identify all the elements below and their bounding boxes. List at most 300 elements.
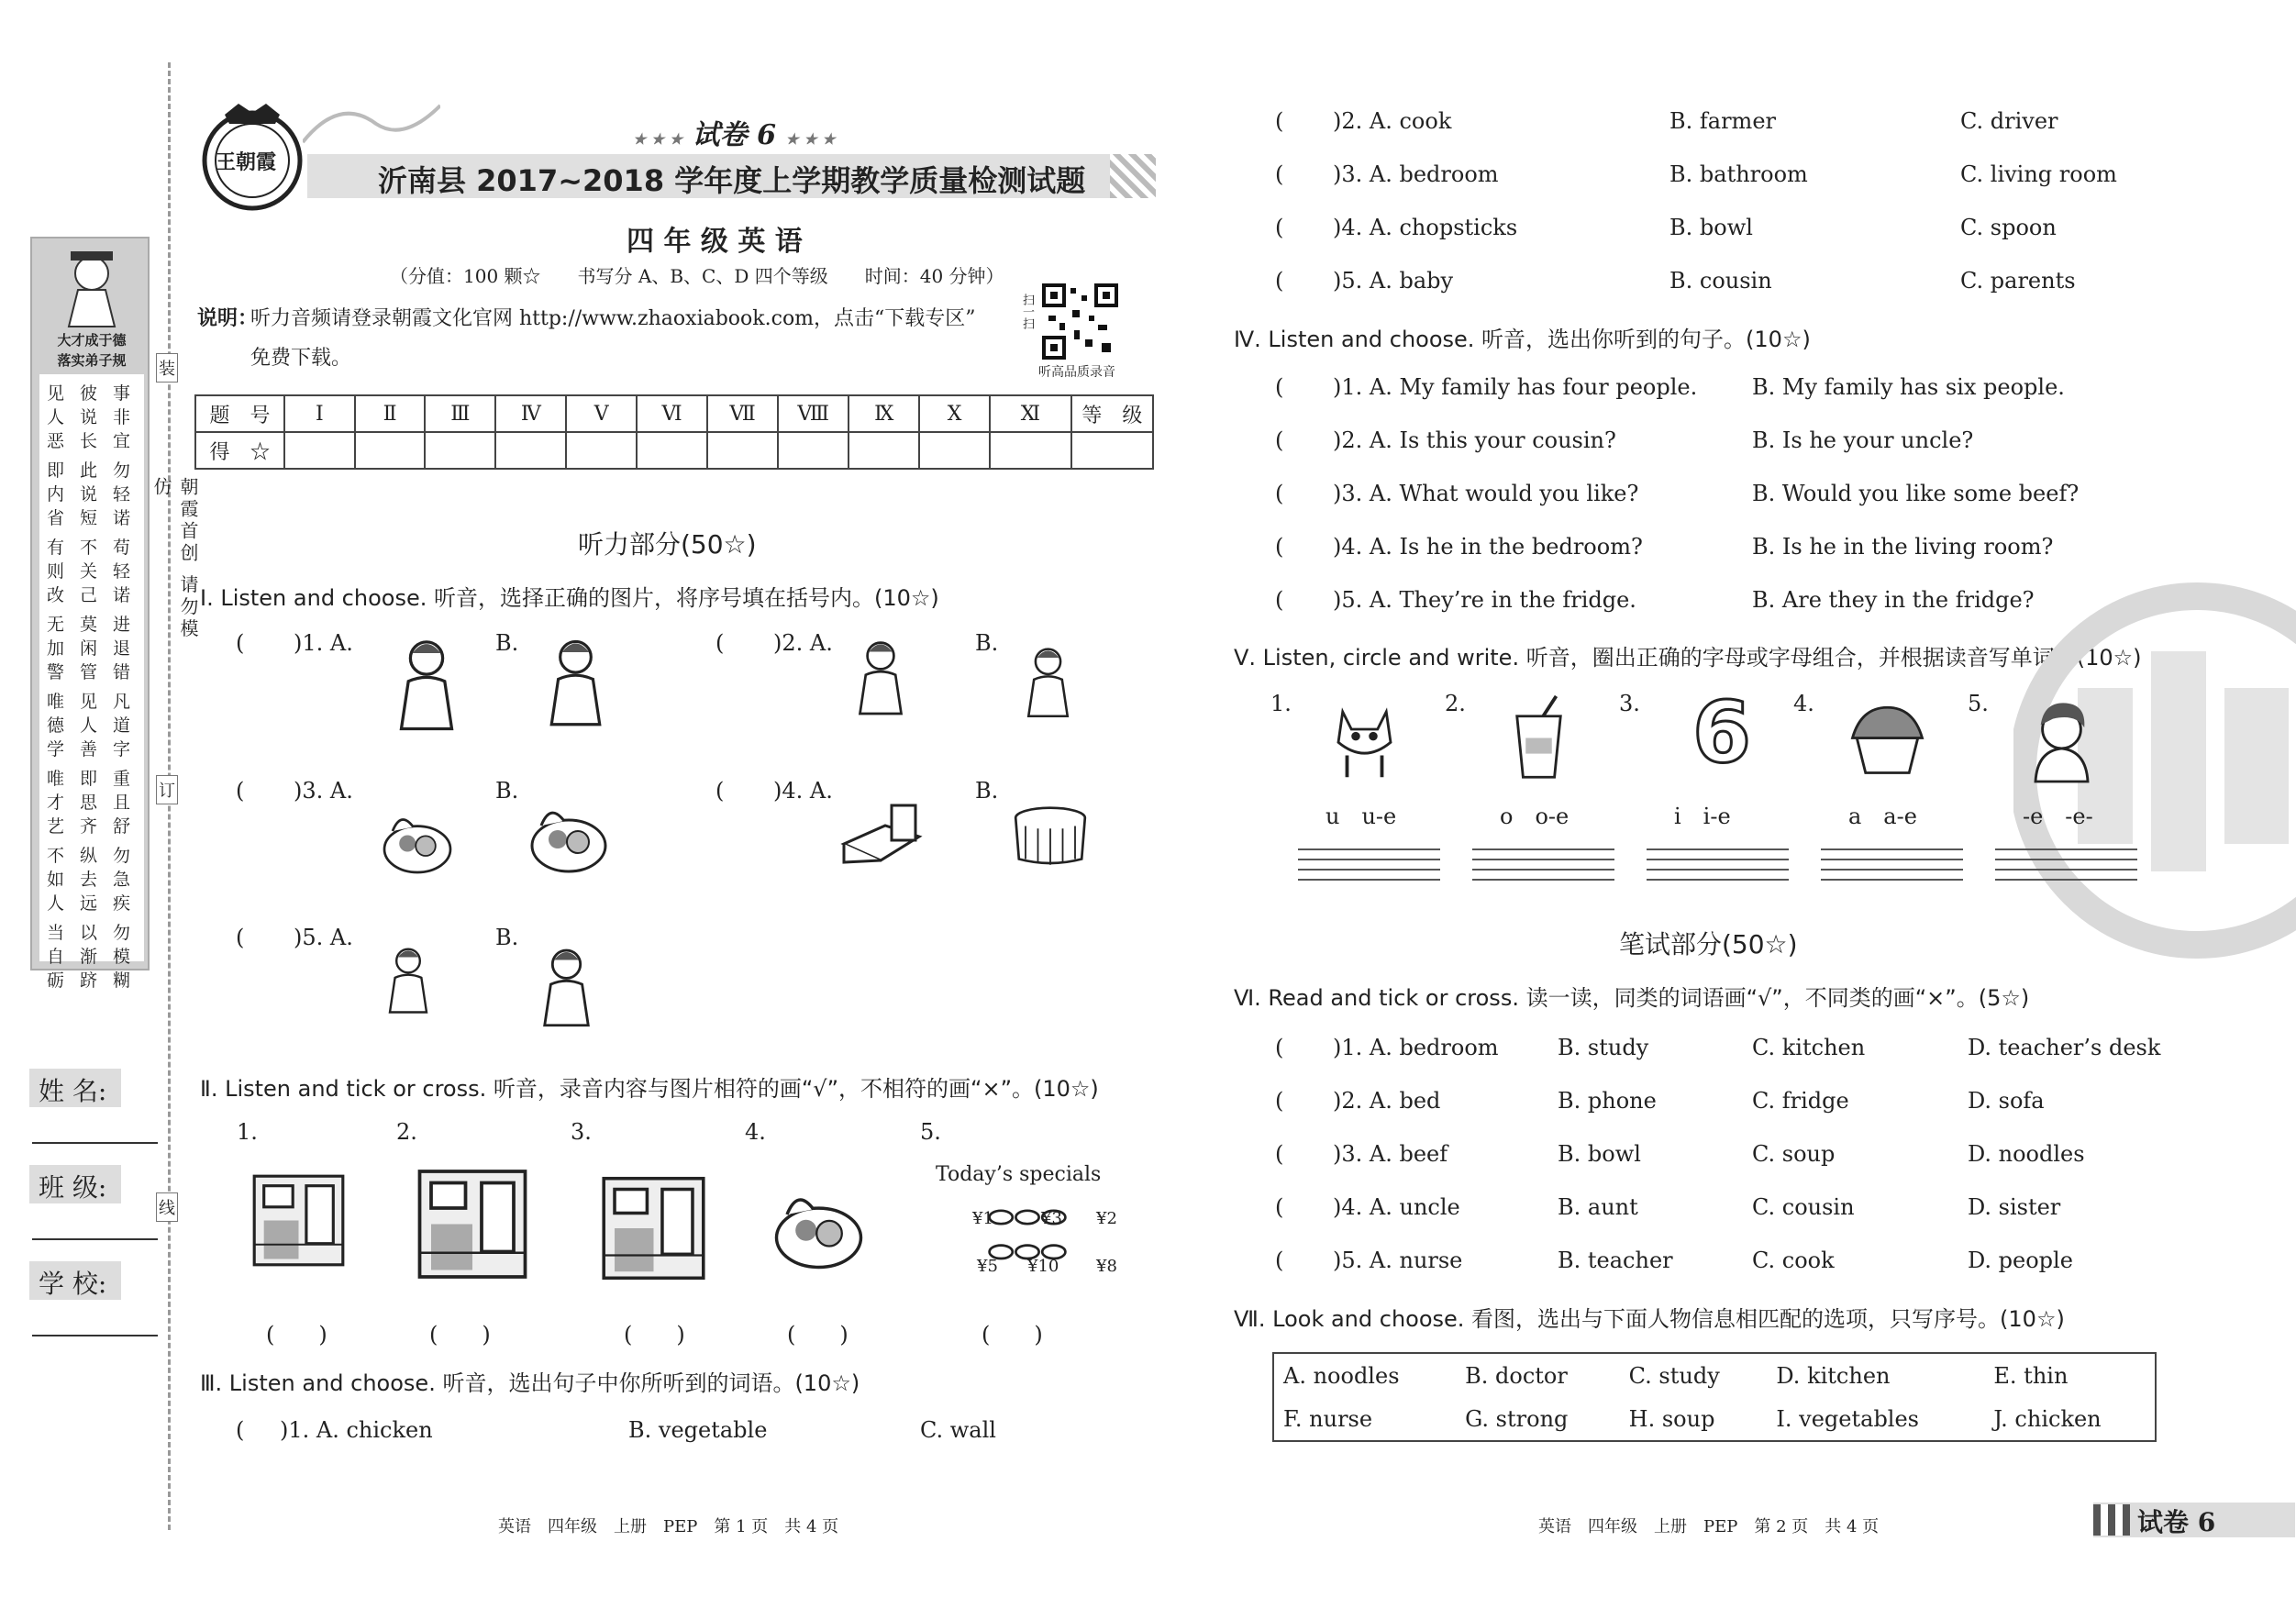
- s1-answer-paren[interactable]: (: [236, 630, 245, 656]
- writing-line: [1647, 859, 1789, 869]
- score-header-cell: Ⅷ: [778, 395, 849, 432]
- score-header-cell: Ⅳ: [495, 395, 566, 432]
- nurse-picture: [1009, 624, 1087, 738]
- score-header-cell: Ⅴ: [566, 395, 637, 432]
- s3-option-c: C. driver: [1960, 108, 2058, 134]
- motto-char: 警: [47, 662, 65, 682]
- s7-word-row: [1273, 1397, 2156, 1441]
- s6-option-d: D. teacher’s desk: [1968, 1035, 2161, 1060]
- cat-picture: [1321, 690, 1408, 786]
- section-6-title: Ⅵ. Read and tick or cross. 读一读，同类的词语画“√”，不同类的画“×”。(5☆): [1234, 985, 2030, 1011]
- motto-char: 长: [80, 431, 98, 451]
- s5-phonics-options[interactable]: o o-e: [1500, 804, 1569, 829]
- writing-line: [1472, 848, 1614, 859]
- s6-answer-paren[interactable]: (: [1275, 1194, 1284, 1220]
- motto-char: 且: [113, 793, 131, 813]
- s5-phonics-options[interactable]: u u-e: [1325, 804, 1397, 829]
- s7-word-cell: E. thin: [1993, 1362, 2069, 1389]
- score-header-cell: Ⅹ: [919, 395, 990, 432]
- s4-answer-paren[interactable]: (: [1275, 481, 1284, 506]
- motto-char: 宜: [113, 431, 131, 451]
- s2-price-label: ¥10: [1027, 1257, 1059, 1276]
- writing-line: [1472, 859, 1614, 869]
- motto-char: 人: [47, 407, 65, 427]
- writing-line: [1821, 879, 1963, 889]
- scholar-figure-icon: [50, 246, 133, 328]
- s6-option-a: )2. A. bed: [1333, 1088, 1441, 1114]
- s2-item-number: 5.: [920, 1119, 941, 1145]
- motto-char: 无: [47, 615, 65, 635]
- children-reading-picture: [596, 1174, 711, 1282]
- score-header-row: [195, 395, 1153, 432]
- writing-line: [1995, 879, 2137, 889]
- motto-char: 闲: [80, 638, 98, 659]
- kitchen-picture: [237, 1172, 360, 1269]
- s2-item-number: 4.: [745, 1119, 766, 1145]
- motto-char: 急: [113, 870, 131, 890]
- score-cell[interactable]: [637, 432, 707, 469]
- s1-answer-paren[interactable]: (: [236, 778, 245, 804]
- motto-char: 以: [80, 923, 98, 943]
- sidebar-motto-panel: [30, 237, 150, 991]
- s2-item-number: 3.: [571, 1119, 592, 1145]
- note-text-2: 免费下载。: [250, 347, 352, 370]
- writing-line: [1647, 869, 1789, 879]
- s4-option-a: )1. A. My family has four people.: [1333, 374, 1698, 400]
- s3-option-b: B. farmer: [1669, 108, 1776, 134]
- s1-item-label: )3. A.: [294, 778, 353, 804]
- s3-option-b: B. bowl: [1669, 215, 1753, 240]
- motto-char: 不: [80, 538, 98, 558]
- motto-char: 省: [47, 508, 65, 528]
- scan-label: 扫一扫: [1020, 294, 1034, 329]
- score-cell[interactable]: [778, 432, 849, 469]
- s1-option-b-label: B.: [495, 778, 519, 804]
- binding-seal-1: 装: [156, 353, 178, 383]
- motto-char: 进: [113, 615, 131, 635]
- writing-line: [1821, 848, 1963, 859]
- motto-char: 苟: [113, 538, 131, 558]
- s2-answer-paren[interactable]: ( ): [787, 1322, 849, 1347]
- school-field[interactable]: [32, 1335, 158, 1336]
- doctor-picture: [839, 624, 922, 729]
- class-field[interactable]: [32, 1238, 158, 1240]
- fruit-bowl-picture: [523, 789, 615, 881]
- motto-char: 事: [113, 383, 131, 404]
- s2-item-number: 1.: [237, 1119, 258, 1145]
- writing-line: [1298, 869, 1440, 879]
- qr-code[interactable]: [1041, 283, 1119, 360]
- cooking-hands-picture: [761, 1172, 876, 1278]
- s6-answer-paren[interactable]: (: [1275, 1141, 1284, 1167]
- s7-word-cell: F. nurse: [1283, 1405, 1373, 1432]
- s3-option-a: )2. A. cook: [1333, 108, 1452, 134]
- ribbon-decoration: [303, 96, 440, 151]
- writing-line: [1821, 869, 1963, 879]
- s1-item-label: )4. A.: [773, 778, 833, 804]
- motto-char: 不: [47, 846, 65, 866]
- motto-char: 字: [113, 739, 131, 760]
- footer-tag: 试卷 6: [2137, 1507, 2216, 1537]
- motto-char: 善: [80, 739, 98, 760]
- s2-answer-paren[interactable]: ( ): [982, 1322, 1043, 1347]
- note-text: 听力音频请登录朝霞文化官网 http://www.zhaoxiabook.com，点击“下载专区”: [250, 307, 976, 330]
- s5-writing-lines[interactable]: [1647, 848, 1789, 889]
- s2-answer-paren[interactable]: ( ): [266, 1322, 327, 1347]
- binding-seal-2: 订: [156, 775, 178, 804]
- score-header-cell: Ⅶ: [707, 395, 778, 432]
- section-1-title: Ⅰ. Listen and choose. 听音，选择正确的图片，将序号填在括号内。(10☆): [200, 585, 939, 611]
- s6-option-a: )5. A. nurse: [1333, 1248, 1463, 1273]
- motto-char: 则: [47, 561, 65, 582]
- s4-answer-paren[interactable]: (: [1275, 374, 1284, 400]
- listening-section-title: 听力部分(50☆): [578, 529, 757, 560]
- s3-option-b: B. bathroom: [1669, 161, 1808, 187]
- s6-option-a: )3. A. beef: [1333, 1141, 1448, 1167]
- s6-option-b: B. phone: [1558, 1088, 1657, 1114]
- motto-char: 关: [80, 561, 98, 582]
- table-picture: [1009, 780, 1092, 881]
- s7-word-row: [1273, 1353, 2156, 1397]
- motto-line-2: 落实弟子规: [57, 352, 127, 369]
- kitchen-fridge-picture: [413, 1167, 532, 1281]
- s6-option-c: C. soup: [1752, 1141, 1836, 1167]
- s3-q1-option-b: B. vegetable: [628, 1417, 768, 1443]
- score-cell[interactable]: [990, 432, 1071, 469]
- s7-word-table: [1272, 1352, 2157, 1442]
- s3-q1-option-a: )1. A. chicken: [280, 1417, 433, 1443]
- score-header-cell: 题 号: [195, 395, 284, 432]
- drink-cup-picture: [1495, 690, 1582, 786]
- motto-char: 重: [113, 769, 131, 789]
- motto-char: 此: [80, 460, 98, 481]
- motto-char: 道: [113, 715, 131, 736]
- s1-option-b-label: B.: [975, 630, 999, 656]
- s4-option-a: )4. A. Is he in the bedroom?: [1333, 534, 1643, 560]
- s3-option-b: B. cousin: [1669, 268, 1772, 294]
- binding-seal-3: 线: [156, 1192, 178, 1222]
- motto-char: 非: [113, 407, 131, 427]
- s1-option-b-label: B.: [495, 630, 519, 656]
- motto-char: 彼: [80, 383, 98, 404]
- motto-char: 舒: [113, 816, 131, 837]
- exam-title: 沂南县 2017~2018 学年度上学期教学质量检测试题: [378, 163, 1086, 198]
- motto-char: 学: [47, 739, 65, 760]
- vertical-note: 朝霞首创 请勿模仿: [150, 477, 199, 641]
- s1-item-label: )2. A.: [773, 630, 833, 656]
- score-header-cell: 等 级: [1071, 395, 1153, 432]
- writing-line: [1995, 848, 2137, 859]
- s7-word-cell: B. doctor: [1465, 1362, 1568, 1389]
- s2-answer-paren[interactable]: ( ): [624, 1322, 685, 1347]
- s5-item-number: 5.: [1968, 691, 1989, 716]
- score-header-cell: Ⅰ: [284, 395, 355, 432]
- score-cell[interactable]: [707, 432, 778, 469]
- score-cell[interactable]: [849, 432, 919, 469]
- s4-option-a: )5. A. They’re in the fridge.: [1333, 587, 1636, 613]
- motto-char: 唯: [47, 769, 65, 789]
- s3-option-c: C. parents: [1960, 268, 2076, 294]
- motto-line-1: 大才成于德: [57, 332, 127, 349]
- s5-item-number: 2.: [1445, 691, 1466, 716]
- writing-line: [1647, 879, 1789, 889]
- qr-caption: 听高品质录音: [1038, 365, 1115, 380]
- score-cell[interactable]: [425, 432, 495, 469]
- note-label: 说明：: [197, 306, 259, 330]
- s4-answer-paren[interactable]: (: [1275, 534, 1284, 560]
- s2-price-label: ¥3: [1041, 1209, 1062, 1228]
- motto-char: 莫: [80, 615, 98, 635]
- s7-word-cell: D. kitchen: [1776, 1362, 1891, 1389]
- s5-item-number: 1.: [1270, 691, 1292, 716]
- motto-char: 轻: [113, 484, 131, 505]
- s6-option-d: D. sofa: [1968, 1088, 2045, 1114]
- s3-answer-paren[interactable]: (: [1275, 161, 1284, 187]
- s3-option-c: C. spoon: [1960, 215, 2057, 240]
- motto-char: 退: [113, 638, 131, 659]
- s2-price-label: ¥5: [977, 1257, 998, 1276]
- s6-answer-paren[interactable]: (: [1275, 1248, 1284, 1273]
- score-header-cell: Ⅵ: [637, 395, 707, 432]
- motto-char: 内: [47, 484, 65, 505]
- s6-option-b: B. study: [1558, 1035, 1649, 1060]
- s5-item-number: 3.: [1619, 691, 1640, 716]
- section-3-title: Ⅲ. Listen and choose. 听音，选出句子中你所听到的词语。(10☆): [200, 1370, 860, 1396]
- s6-option-b: B. teacher: [1558, 1248, 1673, 1273]
- writing-line: [1298, 848, 1440, 859]
- motto-char: 如: [47, 870, 65, 890]
- motto-char: 疾: [113, 893, 131, 914]
- s7-word-cell: H. soup: [1628, 1405, 1715, 1432]
- writing-line: [1298, 879, 1440, 889]
- s6-option-c: C. kitchen: [1752, 1035, 1866, 1060]
- section-7-title: Ⅶ. Look and choose. 看图，选出与下面人物信息相匹配的选项，只写序号。(10☆): [1234, 1306, 2065, 1332]
- s3-option-a: )5. A. baby: [1333, 268, 1454, 294]
- s6-option-d: D. people: [1968, 1248, 2073, 1273]
- title-banner-checker: [1110, 154, 1156, 198]
- score-cell[interactable]: [355, 432, 426, 469]
- writing-line: [1472, 879, 1614, 889]
- writing-line: [1298, 859, 1440, 869]
- s1-answer-paren[interactable]: (: [715, 630, 725, 656]
- logo-text: 王朝霞: [216, 150, 277, 174]
- s7-word-cell: C. study: [1628, 1362, 1720, 1389]
- score-cell[interactable]: [284, 432, 355, 469]
- motto-char: 错: [113, 662, 131, 682]
- motto-char: 己: [80, 585, 98, 605]
- name-field[interactable]: [32, 1142, 158, 1144]
- s3-option-c: C. living room: [1960, 161, 2117, 187]
- motto-char: 即: [80, 769, 98, 789]
- s1-answer-paren[interactable]: (: [715, 778, 725, 804]
- motto-char: 自: [47, 947, 65, 967]
- s4-option-b: B. Are they in the fridge?: [1752, 587, 2035, 613]
- boy-face-picture: [2018, 690, 2105, 786]
- s2-item-number: 2.: [396, 1119, 417, 1145]
- writing-line: [1995, 869, 2137, 879]
- s5-writing-lines[interactable]: [1821, 848, 1963, 889]
- motto-char: 渐: [80, 947, 98, 967]
- motto-char: 勿: [113, 923, 131, 943]
- cook-picture: [367, 633, 486, 734]
- subject-title: 四 年 级 英 语: [627, 226, 803, 258]
- s7-word-cell: J. chicken: [1993, 1405, 2102, 1432]
- s6-option-c: C. cook: [1752, 1248, 1835, 1273]
- score-header-cell: Ⅱ: [355, 395, 426, 432]
- motto-char: 艺: [47, 816, 65, 837]
- footer-right: 英语 四年级 上册 PEP 第 2 页 共 4 页: [1538, 1517, 1880, 1536]
- s2-price-label: ¥1: [972, 1209, 993, 1228]
- star-decoration-left: ★ ★ ★: [633, 130, 683, 148]
- writing-line: [1647, 848, 1789, 859]
- cupcake-picture: [1844, 690, 1931, 786]
- s6-option-b: B. bowl: [1558, 1141, 1641, 1167]
- s1-option-b-label: B.: [975, 778, 999, 804]
- s6-option-b: B. aunt: [1558, 1194, 1638, 1220]
- motto-char: 砺: [47, 970, 65, 991]
- girl-picture: [372, 926, 445, 1032]
- score-cell[interactable]: [495, 432, 566, 469]
- s5-phonics-options[interactable]: a a-e: [1848, 804, 1917, 829]
- motto-char: 当: [47, 923, 65, 943]
- score-cell[interactable]: [1071, 432, 1153, 469]
- motto-char: 远: [80, 893, 98, 914]
- motto-char: 人: [47, 893, 65, 914]
- motto-char: 糊: [113, 970, 131, 991]
- s7-word-cell: G. strong: [1465, 1405, 1569, 1432]
- s2-answer-paren[interactable]: ( ): [429, 1322, 491, 1347]
- s7-word-cell: I. vegetables: [1776, 1405, 1919, 1432]
- vegetables-picture: [353, 798, 482, 881]
- bed-picture: [830, 780, 931, 871]
- s5-phonics-options[interactable]: -e -e-: [2023, 804, 2093, 829]
- s3-q1-option-c: C. wall: [920, 1417, 996, 1443]
- motto-char: 才: [47, 793, 65, 813]
- number-six-picture: 6: [1692, 683, 1752, 782]
- s6-option-d: D. noodles: [1968, 1141, 2085, 1167]
- s4-answer-paren[interactable]: (: [1275, 427, 1284, 453]
- s4-option-b: B. Is he in the living room?: [1752, 534, 2054, 560]
- name-label: 姓 名:: [39, 1076, 107, 1106]
- score-cell[interactable]: [919, 432, 990, 469]
- s6-answer-paren[interactable]: (: [1275, 1088, 1284, 1114]
- motto-char: 恶: [47, 431, 65, 451]
- motto-char: 人: [80, 715, 98, 736]
- s6-option-d: D. sister: [1968, 1194, 2061, 1220]
- s5-phonics-options[interactable]: i i-e: [1674, 804, 1731, 829]
- motto-char: 诺: [113, 508, 131, 528]
- s6-option-c: C. cousin: [1752, 1194, 1855, 1220]
- motto-char: 即: [47, 460, 65, 481]
- footer-left: 英语 四年级 上册 PEP 第 1 页 共 4 页: [498, 1517, 839, 1536]
- motto-char: 齐: [80, 816, 98, 837]
- motto-char: 思: [80, 793, 98, 813]
- section-5-title: Ⅴ. Listen, circle and write. 听音，圈出正确的字母或字母组合，并根据读音写单词。(10☆): [1234, 645, 2142, 671]
- s2-price-label: ¥8: [1096, 1257, 1117, 1276]
- s3-answer-paren[interactable]: (: [1275, 268, 1284, 294]
- s4-option-a: )2. A. Is this your cousin?: [1333, 427, 1616, 453]
- motto-char: 管: [80, 662, 98, 682]
- motto-char: 有: [47, 538, 65, 558]
- paper-tag: [633, 112, 836, 152]
- school-label: 学 校:: [39, 1269, 107, 1299]
- s1-item-label: )5. A.: [294, 925, 353, 950]
- score-cell[interactable]: [566, 432, 637, 469]
- s4-option-a: )3. A. What would you like?: [1333, 481, 1639, 506]
- footer-tag-checker: [2093, 1504, 2130, 1536]
- s5-writing-lines[interactable]: [1472, 848, 1614, 889]
- section-4-title: Ⅳ. Listen and choose. 听音，选出你听到的句子。(10☆): [1234, 327, 1811, 352]
- s3-option-a: )4. A. chopsticks: [1333, 215, 1518, 240]
- motto-char: 去: [80, 870, 98, 890]
- s4-option-b: B. Would you like some beef?: [1752, 481, 2080, 506]
- s1-item-label: )1. A.: [294, 630, 353, 656]
- writing-line: [1821, 859, 1963, 869]
- score-row-label: 得 ☆: [195, 432, 284, 469]
- s1-answer-paren[interactable]: (: [236, 925, 245, 950]
- boy-football-picture: [523, 633, 628, 729]
- motto-char: 诺: [113, 585, 131, 605]
- motto-char: 轻: [113, 561, 131, 582]
- s6-option-a: )4. A. uncle: [1333, 1194, 1460, 1220]
- written-section-title: 笔试部分(50☆): [1619, 929, 1798, 959]
- s3-option-a: )3. A. bedroom: [1333, 161, 1499, 187]
- class-label: 班 级:: [39, 1172, 107, 1203]
- motto-char: 勿: [113, 846, 131, 866]
- score-header-cell: Ⅺ: [990, 395, 1071, 432]
- score-header-cell: Ⅸ: [849, 395, 919, 432]
- s3-answer-paren[interactable]: (: [1275, 215, 1284, 240]
- motto-char: 纵: [80, 846, 98, 866]
- specials-label: Today’s specials: [936, 1163, 1102, 1186]
- motto-char: 凡: [113, 692, 131, 712]
- s3-answer-paren[interactable]: (: [1275, 108, 1284, 134]
- s4-answer-paren[interactable]: (: [1275, 587, 1284, 613]
- motto-char: 加: [47, 638, 65, 659]
- motto-char: 见: [80, 692, 98, 712]
- s2-price-label: ¥2: [1096, 1209, 1117, 1228]
- motto-char: 跻: [80, 970, 98, 991]
- s7-word-cell: A. noodles: [1283, 1362, 1400, 1389]
- exam-meta: （分值：100 颗☆ 书写分 A、B、C、D 四个等级 时间：40 分钟）: [390, 265, 1004, 287]
- motto-grid: [39, 374, 144, 991]
- score-table: [194, 394, 1154, 470]
- score-header-cell: Ⅲ: [425, 395, 495, 432]
- star-decoration-right: ★ ★ ★: [785, 130, 836, 148]
- s5-writing-lines[interactable]: [1995, 848, 2137, 889]
- motto-char: 模: [113, 947, 131, 967]
- motto-char: 说: [80, 484, 98, 505]
- motto-char: 唯: [47, 692, 65, 712]
- s4-option-b: B. My family has six people.: [1752, 374, 2065, 400]
- s1-option-b-label: B.: [495, 925, 519, 950]
- motto-char: 勿: [113, 460, 131, 481]
- motto-char: 德: [47, 715, 65, 736]
- s3-q1-paren[interactable]: (: [236, 1417, 245, 1443]
- s4-option-b: B. Is he your uncle?: [1752, 427, 1974, 453]
- writing-line: [1995, 859, 2137, 869]
- s5-writing-lines[interactable]: [1298, 848, 1440, 889]
- section-2-title: Ⅱ. Listen and tick or cross. 听音，录音内容与图片相符的画“√”，不相符的画“×”。(10☆): [200, 1076, 1099, 1102]
- s6-option-a: )1. A. bedroom: [1333, 1035, 1499, 1060]
- score-value-row: [195, 432, 1153, 469]
- writing-line: [1472, 869, 1614, 879]
- s6-option-c: C. fridge: [1752, 1088, 1849, 1114]
- s6-answer-paren[interactable]: (: [1275, 1035, 1284, 1060]
- running-boy-picture: [523, 926, 610, 1046]
- motto-char: 说: [80, 407, 98, 427]
- paper-tag-text: 试卷 6: [692, 119, 776, 151]
